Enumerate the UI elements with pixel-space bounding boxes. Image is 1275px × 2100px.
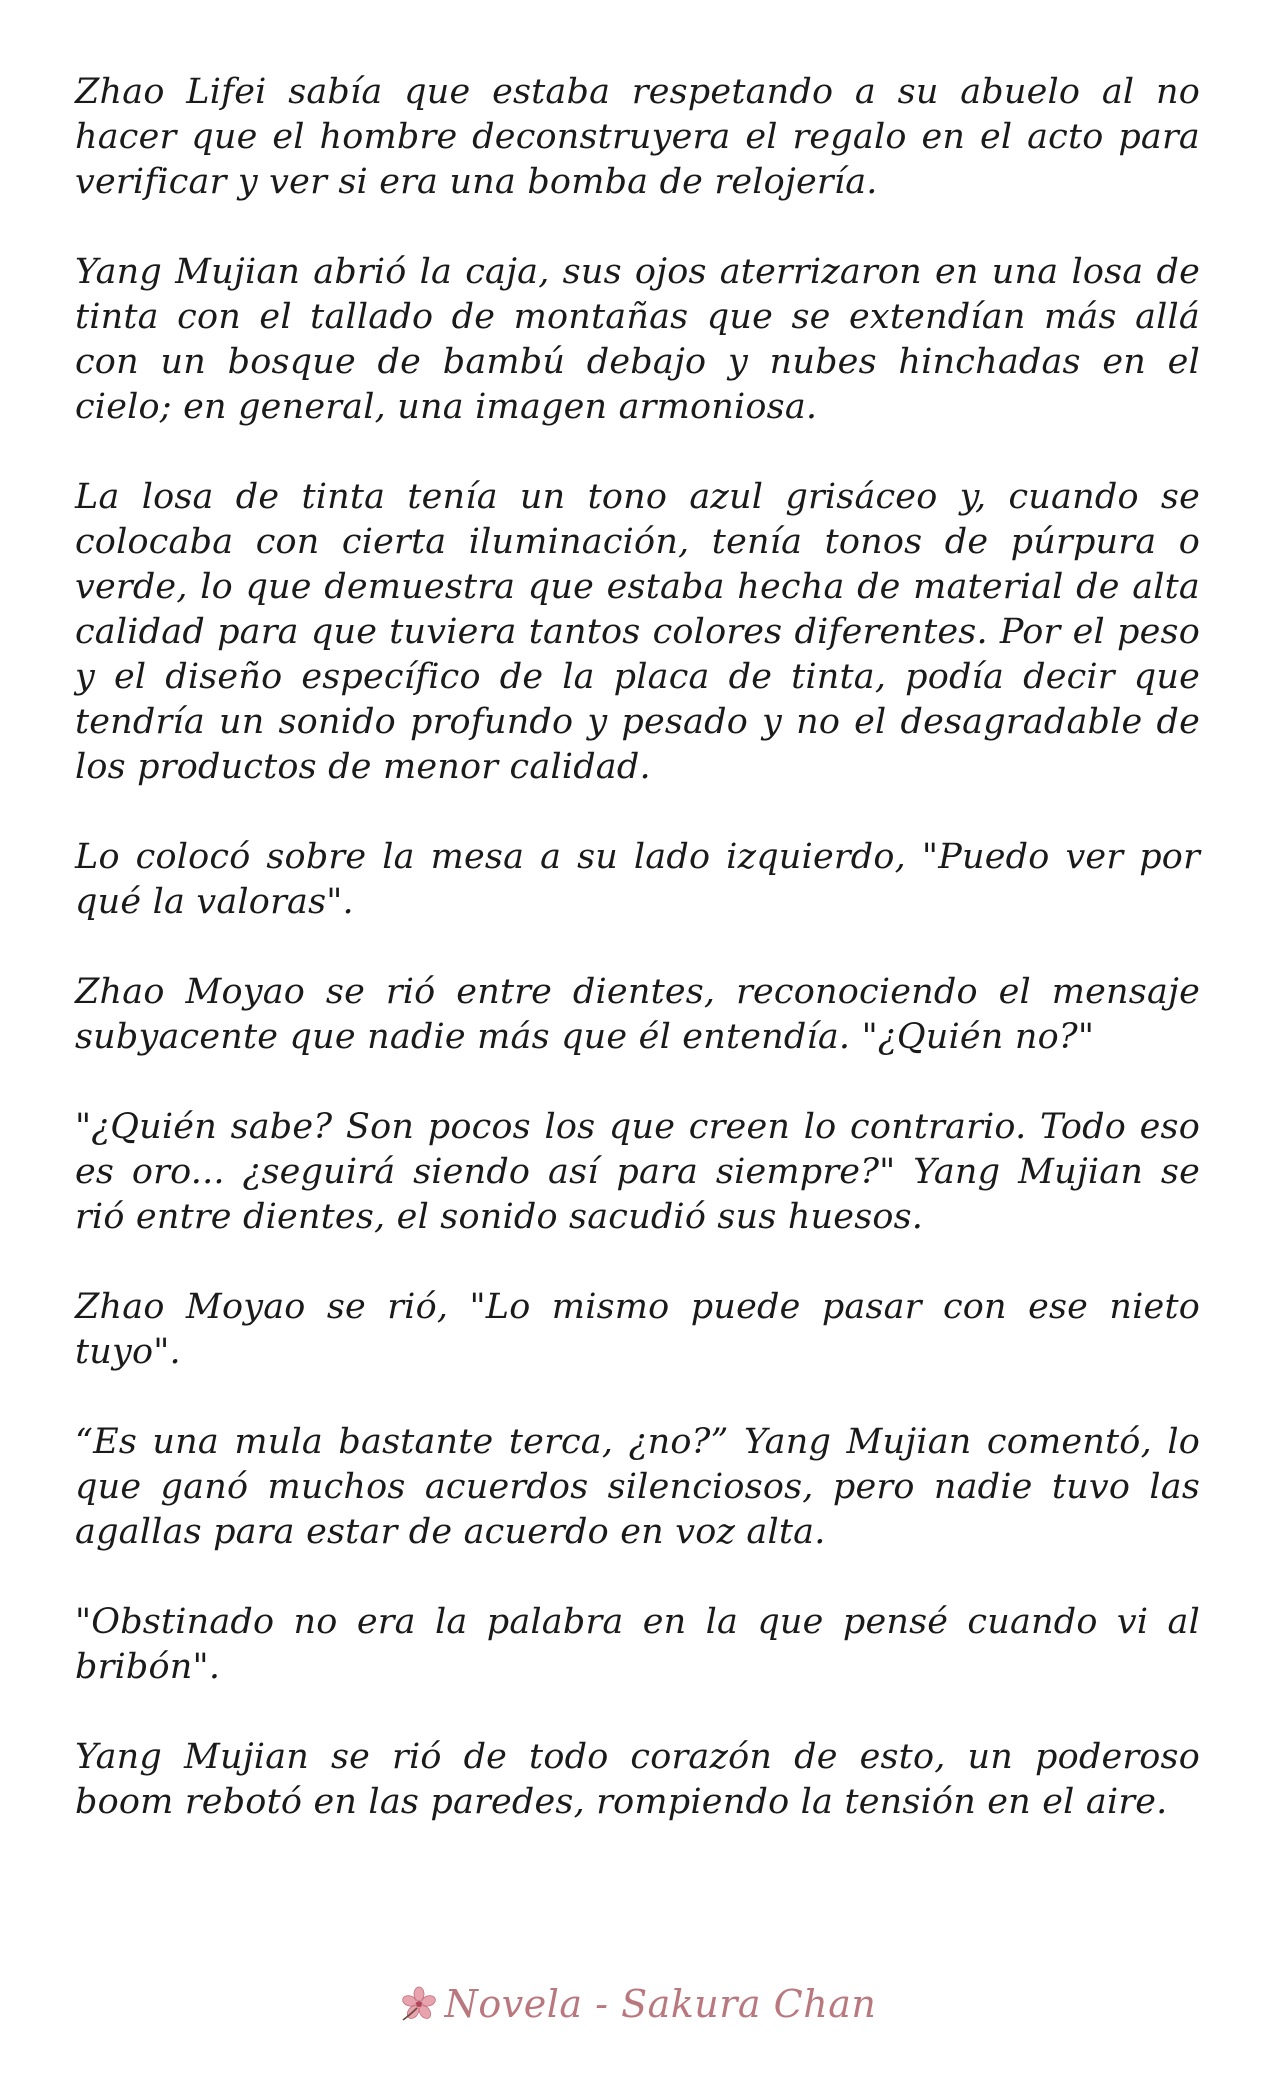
paragraph: Yang Mujian abrió la caja, sus ojos aterrizaron en una losa de tinta con el tallado de montañas que se extendían más allá con un bosque de bambú debajo y nubes hinchadas en el cielo; en general, una imagen armoniosa. [75, 252, 1200, 427]
paragraph: Zhao Moyao se rió, "Lo mismo puede pasar con ese nieto tuyo". [75, 1287, 1200, 1372]
cherry-blossom-icon [399, 1984, 439, 2024]
paragraph: "¿Quién sabe? Son pocos los que creen lo contrario. Todo eso es oro... ¿seguirá siendo así para siempre?" Yang Mujian se rió entre dientes, el sonido sacudió sus huesos. [75, 1107, 1200, 1237]
paragraph: “Es una mula bastante terca, ¿no?” Yang Mujian comentó, lo que ganó muchos acuerdos silenciosos, pero nadie tuvo las agallas para estar de acuerdo en voz alta. [75, 1422, 1200, 1552]
paragraph: La losa de tinta tenía un tono azul grisáceo y, cuando se colocaba con cierta iluminación, tenía tonos de púrpura o verde, lo que demuestra que estaba hecha de material de alta calidad para que tuviera tantos colores diferentes. Por el peso y el diseño específico de la placa de tinta, podía decir que tendría un sonido profundo y pesado y no el desagradable de los productos de menor calidad. [75, 477, 1200, 787]
watermark [0, 1982, 1275, 2028]
paragraph: Lo colocó sobre la mesa a su lado izquierdo, "Puedo ver por qué la valoras". [75, 837, 1200, 922]
chapter-text [75, 70, 1200, 1825]
watermark-text: Novela - Sakura Chan [444, 1982, 877, 2026]
paragraph: Zhao Lifei sabía que estaba respetando a su abuelo al no hacer que el hombre deconstruyera el regalo en el acto para verificar y ver si era una bomba de relojería. [75, 72, 1200, 202]
paragraph: "Obstinado no era la palabra en la que pensé cuando vi al bribón". [75, 1602, 1200, 1687]
paragraph: Yang Mujian se rió de todo corazón de esto, un poderoso boom rebotó en las paredes, rompiendo la tensión en el aire. [75, 1737, 1200, 1822]
paragraph: Zhao Moyao se rió entre dientes, reconociendo el mensaje subyacente que nadie más que él entendía. "¿Quién no?" [75, 972, 1200, 1057]
